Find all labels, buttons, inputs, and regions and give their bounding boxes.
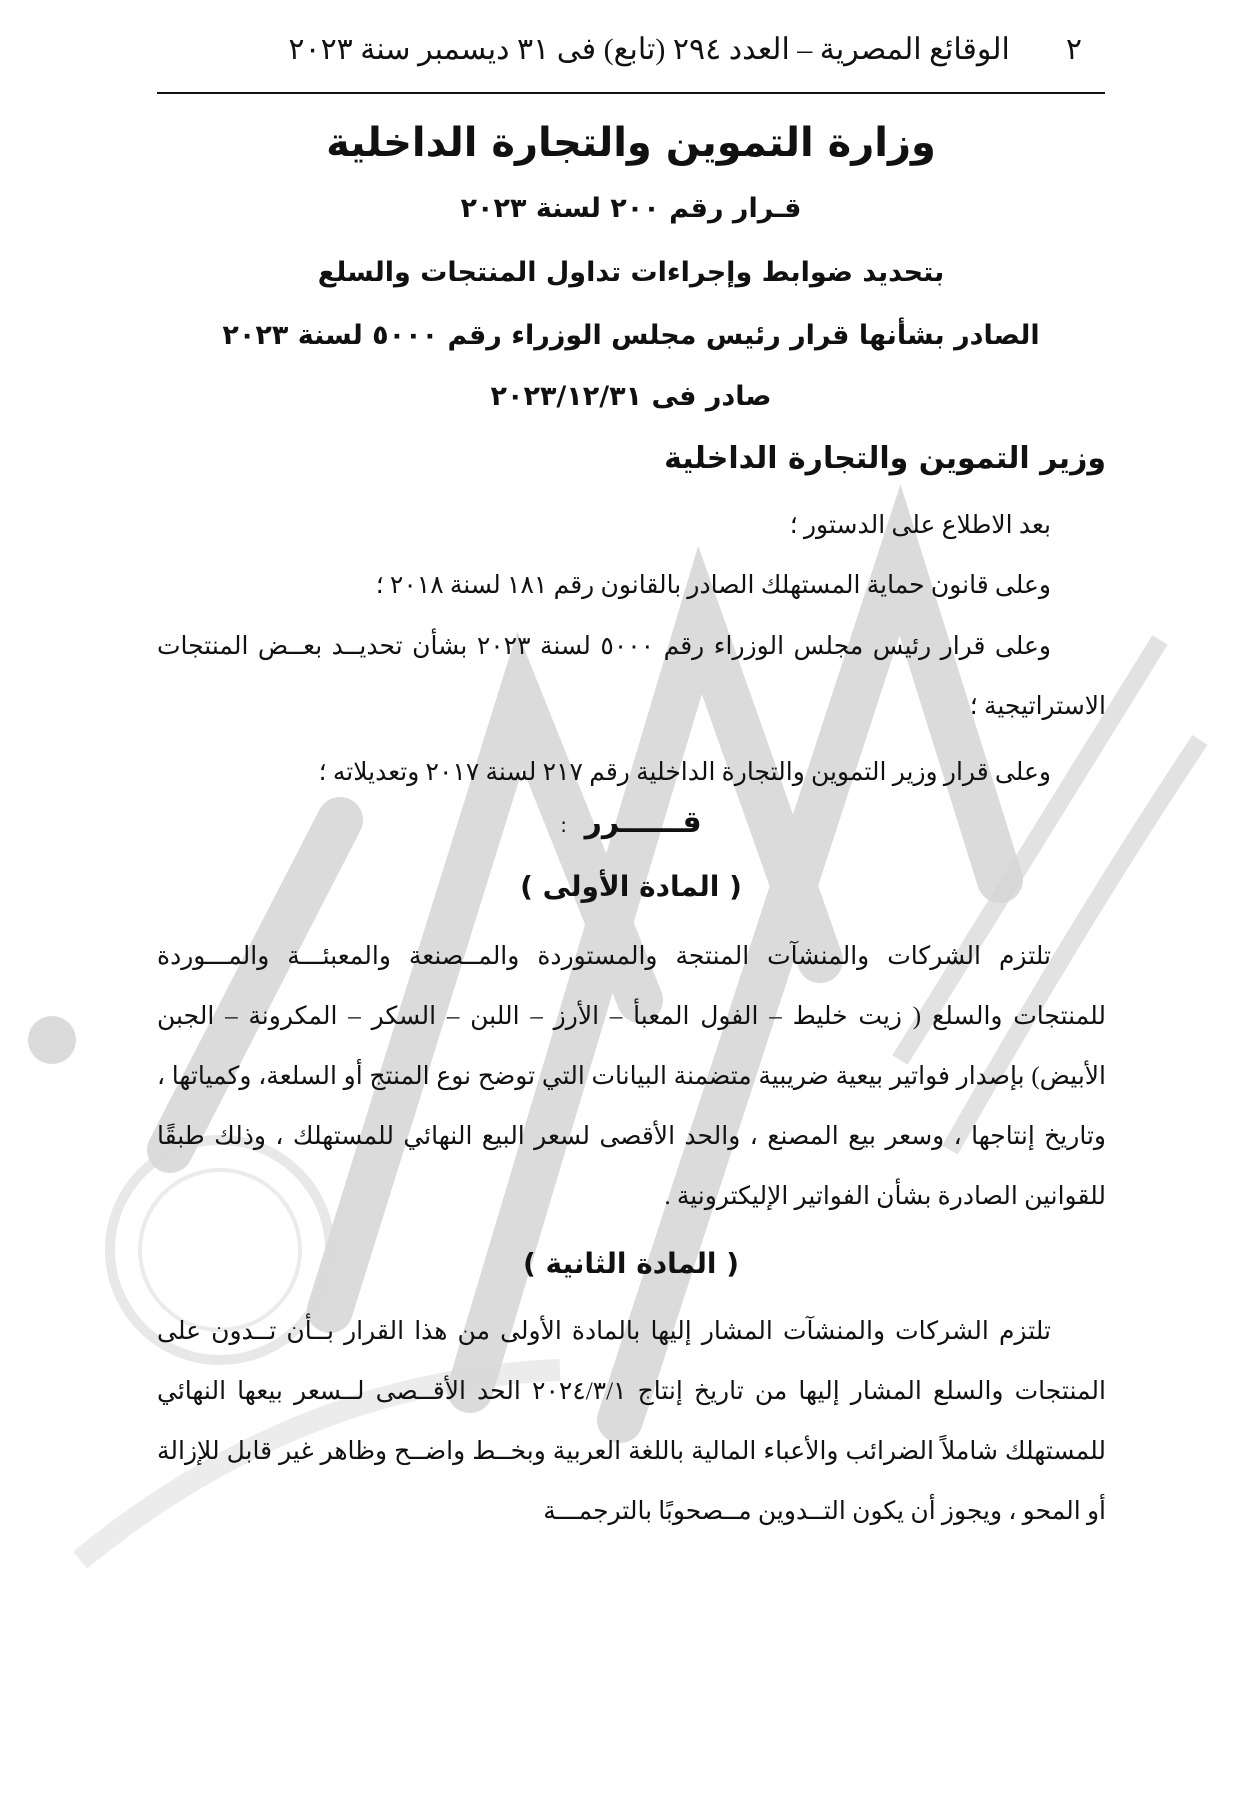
article-2-body: تلتزم الشركات والمنشآت المشار إليها بالمادة الأولى من هذا القرار بــأن تــدون على المنتجات والسلع المشار إليها من تاريخ إنتاج ٢٠٢٤/٣/١ الحد الأقــصى لــسعر بيعها النهائي للمستهلك شاملاً الضرائب والأعباء المالية باللغة العربية وبخــط واضــح وظاهر غير قابل للإزالة أو المحو ، ويجوز أن يكون التــدوين مــصحوبًا بالترجمـــة <box>157 1318 1106 1525</box>
decided-word: قــــــرر <box>584 805 702 840</box>
header-rule <box>157 92 1105 94</box>
running-header <box>152 32 1082 67</box>
article-1-body: تلتزم الشركات والمنشآت المنتجة والمستوردة والمــصنعة والمعبئـــة والمـــوردة للمنتجات والسلع ( زيت خليط – الفول المعبأ – الأرز – اللبن – السكر – المكرونة – الجبن الأبيض) بإصدار فواتير بيعية ضريبية متضمنة البيانات التي توضح نوع المنتج أو السلعة، وكمياتها ، وتاريخ إنتاجها ، وسعر بيع المصنع ، والحد الأقصى لسعر البيع النهائي للمستهلك ، وذلك طبقًا للقوانين الصادرة بشأن الفواتير الإليكترونية . <box>157 943 1106 1210</box>
article-1-title: ( المادة الأولى ) <box>520 870 742 903</box>
ministry-title: وزارة التموين والتجارة الداخلية <box>326 120 936 166</box>
issue-date: صادر فى ٢٠٢٣/١٢/٣١ <box>490 381 772 412</box>
minister-heading: وزير التموين والتجارة الداخلية <box>664 441 1106 476</box>
recital-pm-decree: وعلى قرار رئيس مجلس الوزراء رقم ٥٠٠٠ لسنة ٢٠٢٣ بشأن تحديــد بعــض المنتجات الاستراتيجية ؛ <box>157 633 1106 720</box>
recital-minister-decree: وعلى قرار وزير التموين والتجارة الداخلية رقم ٢١٧ لسنة ٢٠١٧ وتعديلاته ؛ <box>318 759 1051 786</box>
running-title: الوقائع المصرية – العدد ٢٩٤ (تابع) فى ٣١ ديسمبر سنة ٢٠٢٣ <box>288 33 1010 66</box>
recital-consumer-law: وعلى قانون حماية المستهلك الصادر بالقانون رقم ١٨١ لسنة ٢٠١٨ ؛ <box>375 572 1051 599</box>
page-number: ٢ <box>1065 33 1082 66</box>
decree-subject: بتحديد ضوابط وإجراءات تداول المنتجات والسلع <box>317 257 945 288</box>
decree-number: قـرار رقم ٢٠٠ لسنة ٢٠٢٣ <box>460 193 802 224</box>
decided-colon: : <box>560 813 568 837</box>
recital-constitution: بعد الاطلاع على الدستور ؛ <box>789 512 1051 539</box>
issued-under-line: الصادر بشأنها قرار رئيس مجلس الوزراء رقم ٥٠٠٠ لسنة ٢٠٢٣ <box>222 320 1040 351</box>
article-2-title: ( المادة الثانية ) <box>522 1247 740 1280</box>
decided-heading <box>157 805 1105 840</box>
